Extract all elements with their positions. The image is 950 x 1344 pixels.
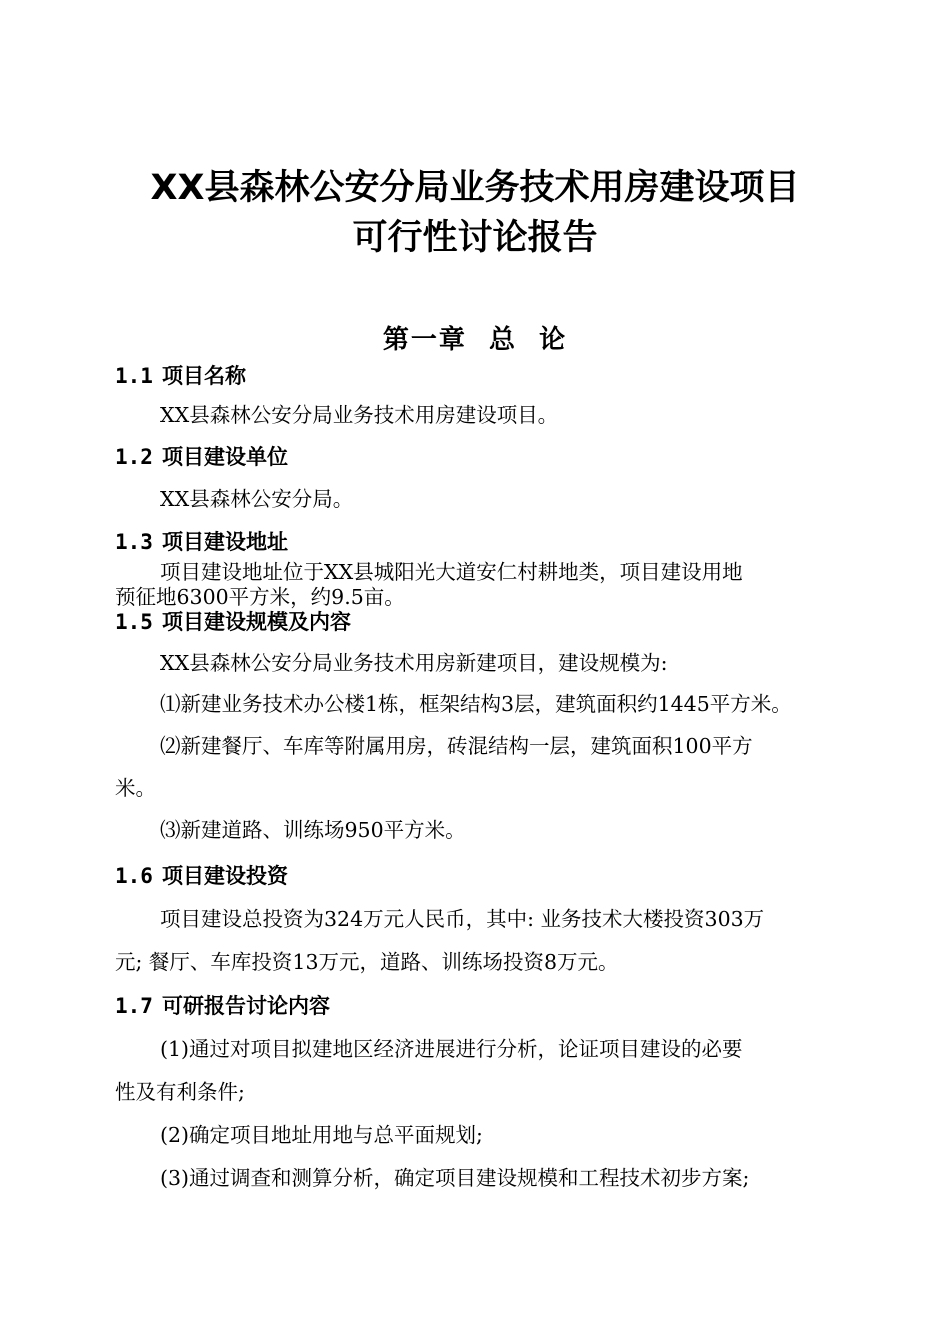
list-item: ⑵新建餐厅、车库等附属用房，砖混结构一层，建筑面积100平方 [160, 734, 753, 758]
section-heading-1-1 [115, 361, 246, 391]
list-item: ⑶新建道路、训练场950平方米。 [160, 818, 466, 842]
section-heading-1-6 [115, 861, 288, 891]
section-title: 项目建设投资 [162, 864, 288, 888]
list-item: ⑴新建业务技术办公楼1栋，框架结构3层，建筑面积约1445平方米。 [160, 692, 792, 716]
section-paragraph: 项目建设总投资为324万元人民币，其中: 业务技术大楼投资303万 [160, 907, 765, 931]
section-paragraph-continuation: 预征地6300平方米，约9.5亩。 [115, 585, 405, 609]
section-paragraph: 项目建设地址位于XX县城阳光大道安仁村耕地类，项目建设用地 [160, 560, 743, 584]
section-paragraph: XX县森林公安分局业务技术用房新建项目，建设规模为: [160, 651, 668, 675]
list-item: (1)通过对项目拟建地区经济进展进行分析，论证项目建设的必要 [160, 1037, 743, 1061]
section-heading-1-3 [115, 527, 288, 557]
section-title: 项目名称 [162, 364, 246, 388]
list-item: (2)确定项目地址用地与总平面规划; [160, 1123, 483, 1147]
section-heading-1-2 [115, 442, 288, 472]
section-title: 可研报告讨论内容 [162, 994, 330, 1018]
document-title-line-1: XX县森林公安分局业务技术用房建设项目 [150, 168, 800, 208]
list-item-continuation: 性及有利条件; [115, 1080, 245, 1104]
list-item-continuation: 米。 [115, 776, 156, 800]
section-number: 1.6 [115, 864, 153, 888]
document-title-line-2: 可行性讨论报告 [352, 218, 598, 258]
section-number: 1.5 [115, 610, 153, 634]
section-paragraph: XX县森林公安分局。 [160, 487, 354, 511]
section-title: 项目建设规模及内容 [162, 610, 351, 634]
section-number: 1.3 [115, 530, 153, 554]
section-heading-1-7 [115, 991, 330, 1021]
section-title: 项目建设地址 [162, 530, 288, 554]
section-title: 项目建设单位 [162, 445, 288, 469]
section-number: 1.2 [115, 445, 153, 469]
section-heading-1-5 [115, 607, 351, 637]
section-paragraph: XX县森林公安分局业务技术用房建设项目。 [160, 403, 559, 427]
chapter-title: 第一章 总 论 [382, 325, 568, 355]
section-number: 1.7 [115, 994, 153, 1018]
list-item: (3)通过调查和测算分析，确定项目建设规模和工程技术初步方案; [160, 1166, 750, 1190]
section-paragraph-continuation: 元; 餐厅、车库投资13万元，道路、训练场投资8万元。 [115, 950, 619, 974]
section-number: 1.1 [115, 364, 153, 388]
